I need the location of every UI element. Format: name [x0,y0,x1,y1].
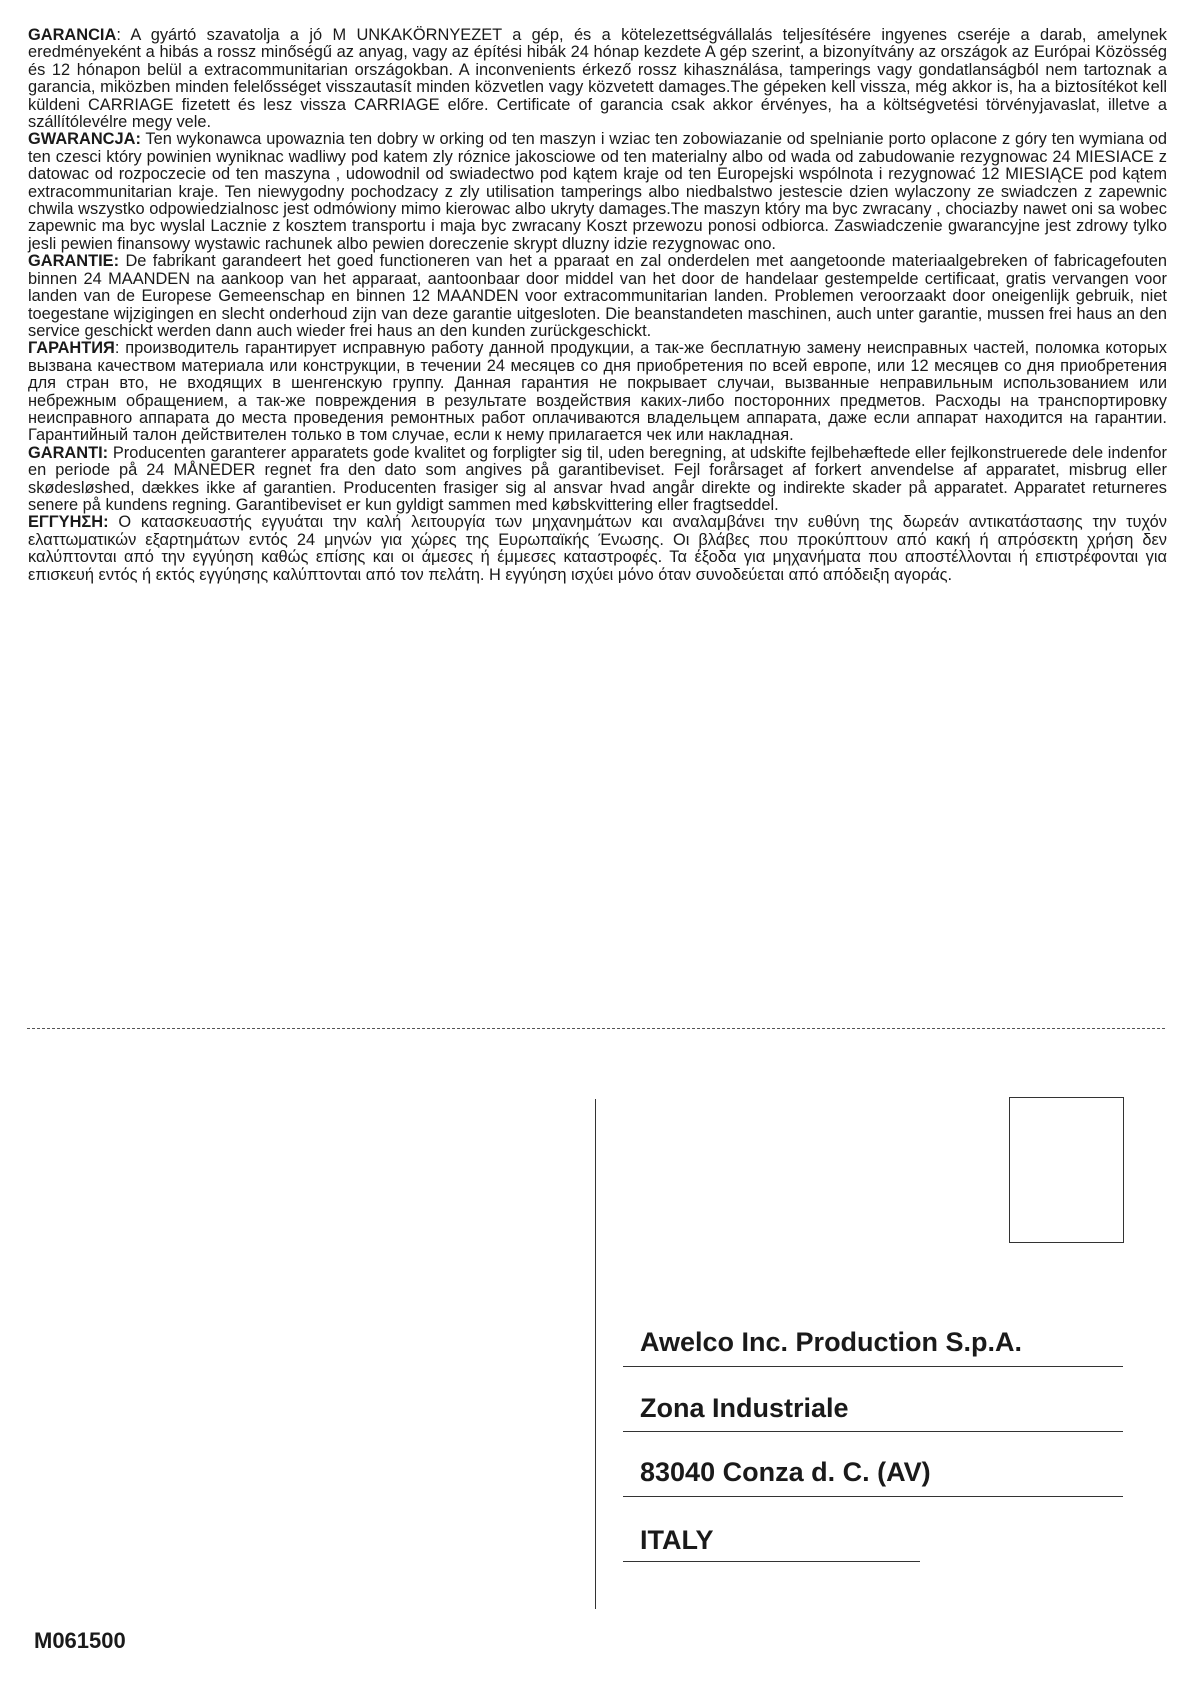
address-rule [623,1561,920,1562]
section-separator: : [116,26,121,44]
section-heading: GWARANCJA [28,130,136,149]
warranty-section-hungarian [28,27,1167,131]
address-company: Awelco Inc. Production S.p.A. [640,1327,1023,1357]
warranty-section-danish [28,445,1167,515]
section-separator: : [114,339,120,358]
postcard-divider [595,1099,596,1609]
address-country: ITALY [640,1525,714,1555]
section-heading: GARANCIA [28,26,117,44]
section-body: A gyártó szavatolja a jó M UNKAKÖRNYEZET a gép, és a kötelezettségvállalás teljesítésére ingyenes cseréje a darab, amelynek eredményeként a hibás a rossz minőségű az anyag, vagy az építési hibák 24 hónap kezdete A gép szerint, a bizonyítvány az országok az Európai Közösség és 12 hónapon belül a extracommunitarian országokban. A inconvenients érkező rossz kihasználása, tamperings vagy gondatlanságból nem tartoznak a garancia, miközben minden felelősséget visszautasít minden közvetlen vagy közvetett damages.The gépeken kell vissza, még akkor is, ha a biztosítékot kell küldeni CARRIAGE fizetett és lesz vissza CARRIAGE előre. Certificate of garancia csak akkor érvényes, ha a költségvetési törvényjavaslat, illetve a szállítólevélre megy vele. [28,26,1167,132]
section-separator: : [103,513,109,532]
section-heading: ΕΓΓΥΗΣΗ [28,513,104,532]
section-heading: GARANTIE [28,252,114,271]
section-body: De fabrikant garandeert het goed functioneren van het a pparaat en zal onderdelen met aangetoonde materiaalgebreken of fabricagefouten binnen 24 MAANDEN na aankoop van het apparaat, aantoonbaar door middel van het door de handelaar gestempelde certificaat, gratis vervangen voor landen van de Europese Gemeenschap en binnen 12 MAANDEN voor extracommunitarian landen. Problemen veroorzaakt door oneigenlijk gebruik, niet toegestane wijzigingen en slecht onderhoud zijn van deze garantie uitgesloten. Die beanstandeten maschinen, auch unter garantie, mussen frei haus an den service geschickt werden dann auch wieder frei haus an den kunden zurückgeschickt. [28,252,1167,340]
section-heading: GARANTI [28,443,103,462]
address-street: Zona Industriale [640,1393,849,1423]
address-city: 83040 Conza d. C. (AV) [640,1457,931,1487]
address-rule [623,1431,1123,1432]
warranty-section-dutch [28,253,1167,340]
warranty-section-polish [28,131,1167,253]
section-heading: ГАРАНТИЯ [28,339,115,358]
address-rule [623,1496,1123,1497]
section-body: Ο κατασκευαστής εγγυάται την καλή λειτουργία των μηχανημάτων και αναλαμβάνει την ευθύνη της δωρεάν αντικατάστασης την τυχόν ελαττωματικών εξαρτημάτων εντός 24 μηνών για χώρες της Ευρωπαϊκής Ένωσης. Οι βλάβες που προκύπτουν από κακή ή απρόσεκτη χρήση δεν καλύπτονται από την εγγύηση καθώς επίσης και οι άμεσες ή έμμεσες καταστροφές. Τα έξοδα για μηχανήματα που αποστέλλονται ή επιστρέφονται για επισκευή εντός ή εκτός εγγύησης καλύπτονται από τον πελάτη. Η εγγύηση ισχύει μόνο όταν συνοδεύεται από απόδειξη αγοράς. [28,513,1167,584]
warranty-section-greek [28,514,1167,584]
section-body: производитель гарантирует исправную работу данной продукции, а так-же бесплатную замену неисправных частей, поломка которых вызвана качеством материала или конструкции, в течении 24 месяцев со дня приобретения по всей европе, или 12 месяцев со дня приобретения для стран вто, не входящих в шенгенскую группу. Данная гарантия не покрывает случаи, вызванные неправильным использованием или небрежным обращением, а так-же повреждения в результате воздействия каких-либо посторонних предметов. Расходы на транспортировку неисправного аппарата до места проведения ремонтных работ оплачиваются владельцем аппарата, даже если аппарат находится на гарантии. Гарантийный талон действителен только в том случае, если к нему прилагается чек или накладная. [28,339,1167,445]
warranty-section-russian [28,340,1167,444]
section-separator: : [102,443,109,462]
model-code: M061500 [34,1628,126,1653]
section-separator: : [135,130,141,149]
stamp-box [1009,1097,1124,1243]
warranty-text [28,27,1167,584]
section-separator: : [113,252,120,271]
section-body: Ten wykonawca upowaznia ten dobry w orking od ten maszyn i wziac ten zobowiazanie od spelnianie porto oplacone z góry ten wymiana od ten czesci który powinien wyniknac wadliwy pod katem zly róznice jakosciowe od ten materialny albo od wada od zabudowanie rezygnowac 24 MIESIACE z datowac od rozpoczecie od ten maszyna , udowodnil od swiadectwo pod kątem kraje od ten Europejski wspólnota i rezygnować 12 MIESIĄCE pod kątem extracommunitarian kraje. Ten niewygodny pochodzacy z zly utilisation tamperings albo niedbalstwo jestescie dzien wylaczony ze swiadczen z zapewnic chwila wszystko odpowiedzialnosc jest odmówiony mimo kierowac albo ukryty damages.The maszyn który ma byc zwracany , chociazby nawet oni sa wobec zapewnic ma byc wyslal Lacznie z kosztem transportu i maja byc zwracany Koszt przewozu ponosi odbiorca. Zaswiadczenie gwarancyjne jest zdrowy tylko jesli pewien finansowy wystawic rachunek albo pewien doreczenie skrypt dluzny idzie rezygnowac ono. [28,130,1167,253]
address-rule [623,1366,1123,1367]
cut-line [27,1028,1165,1029]
section-body: Producenten garanterer apparatets gode kvalitet og forpligter sig til, uden beregning, at udskifte fejlbehæftede eller fejlkonstruerede dele indenfor en periode på 24 MÅNEDER regnet fra den dato som angives på garantibeviset. Fejl forårsaget af forkert anvendelse af apparatet, misbrug eller skødesløshed, dækkes ikke af garantien. Producenten frasiger sig al ansvar hvad angår direkte og indirekte skader på apparatet. Apparatet returneres senere på kundens regning. Garantibeviset er kun gyldigt sammen med købskvittering eller fragtseddel. [28,443,1167,514]
